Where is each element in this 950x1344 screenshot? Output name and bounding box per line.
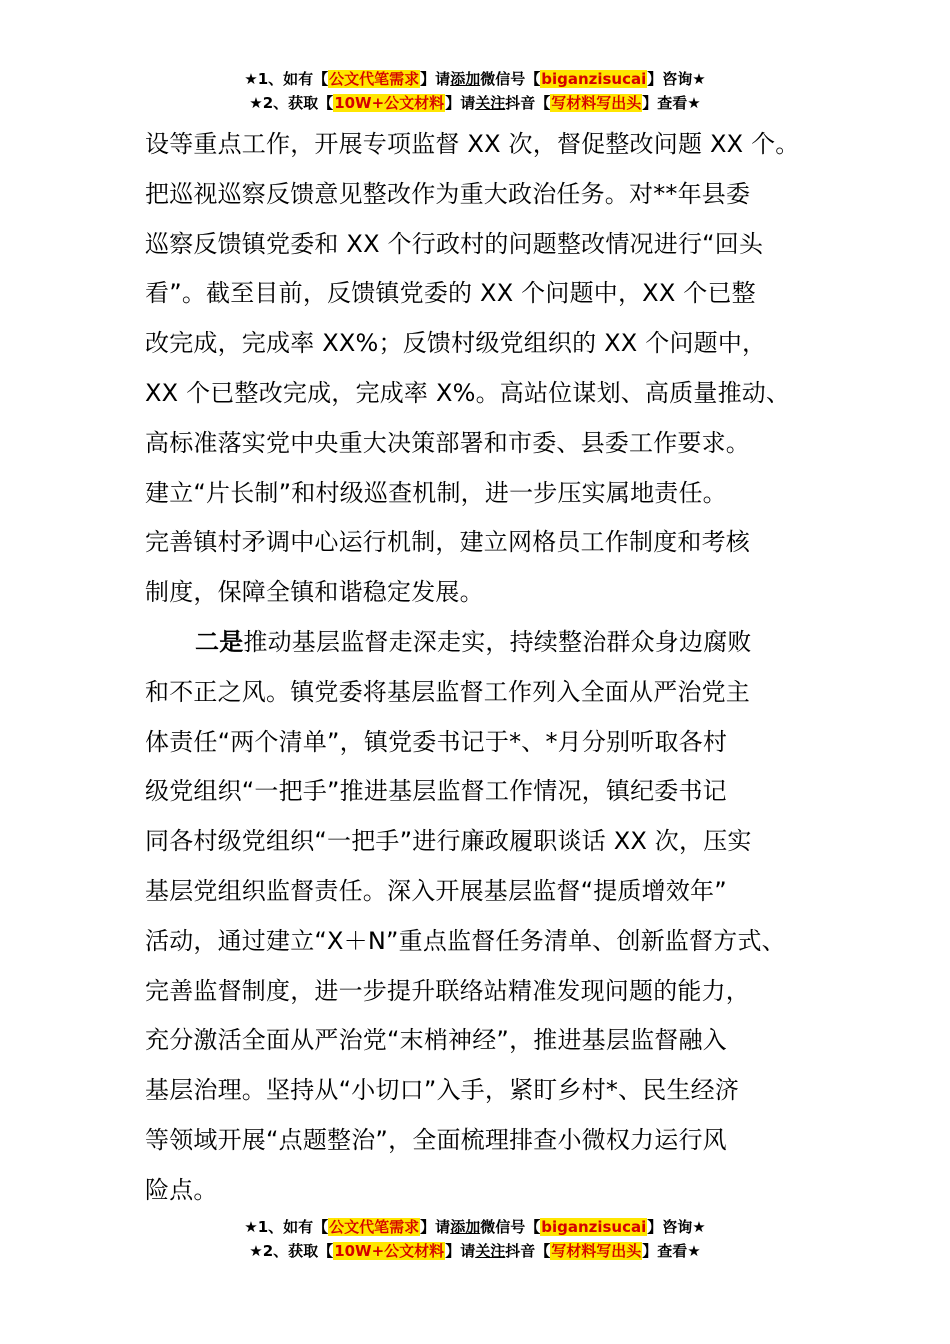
highlight-materials: 10W+公文材料 [334,94,445,112]
text-line: 建立“片长制”和村级巡查机制，进一步压实属地责任。 [145,478,727,507]
highlight-wechat-id: biganzisucai [541,1218,647,1236]
header-banner [0,68,950,116]
highlight-douyin: 写材料写出头 [551,94,642,112]
text-line: 和不正之风。镇党委将基层监督工作列入全面从严治党主 [145,677,750,706]
highlight-ghostwriting: 公文代笔需求 [329,70,420,88]
banner-line-2: ★2、获取【10W+公文材料】请关注抖音【写材料写出头】查看★ [249,1242,701,1260]
text-line: 制度，保障全镇和谐稳定发展。 [145,578,484,607]
text-line: 高标准落实党中央重大决策部署和市委、县委工作要求。 [145,428,750,457]
text-line: 体责任“两个清单”，镇党委书记于*、*月分别听取各村 [145,727,728,756]
text-line: 级党组织“一把手”推进基层监督工作情况，镇纪委书记 [145,777,727,806]
text-line: 看”。截至目前，反馈镇党委的 XX 个问题中，XX 个已整 [145,279,756,308]
text-line: XX 个已整改完成，完成率 X%。高站位谋划、高质量推动、 [145,378,791,407]
highlight-materials: 10W+公文材料 [334,1242,445,1260]
text-line: 同各村级党组织“一把手”进行廉政履职谈话 XX 次，压实 [145,827,752,856]
footer-banner [0,1216,950,1264]
banner-line-1: ★1、如有【公文代笔需求】请添加微信号【biganzisucai】咨询★ [244,70,706,88]
text-line: 改完成，完成率 XX%；反馈村级党组织的 XX 个问题中， [145,329,767,358]
text-line: 设等重点工作，开展专项监督 XX 次，督促整改问题 XX 个。 [145,130,800,158]
banner-line-2: ★2、获取【10W+公文材料】请关注抖音【写材料写出头】查看★ [249,94,701,112]
highlight-wechat-id: biganzisucai [541,70,647,88]
text-line: 基层党组织监督责任。深入开展基层监督“提质增效年” [145,876,727,905]
paragraph-2-first-line: 二是推动基层监督走深走实，持续整治群众身边腐败 [195,627,752,656]
text-line: 险点。 [145,1175,218,1204]
highlight-ghostwriting: 公文代笔需求 [329,1218,420,1236]
text-line: 充分激活全面从严治党“末梢神经”，推进基层监督融入 [145,1026,727,1055]
text-line: 活动，通过建立“X＋N”重点监督任务清单、创新监督方式、 [145,926,786,955]
text-line: 完善镇村矛调中心运行机制，建立网格员工作制度和考核 [145,528,750,557]
document-body [145,120,825,1216]
text-line: 巡察反馈镇党委和 XX 个行政村的问题整改情况进行“回头 [145,229,764,258]
highlight-douyin: 写材料写出头 [551,1242,642,1260]
text-line: 基层治理。坚持从“小切口”入手，紧盯乡村*、民生经济 [145,1076,740,1105]
text-line: 等领域开展“点题整治”，全面梳理排查小微权力运行风 [145,1125,727,1154]
banner-line-1: ★1、如有【公文代笔需求】请添加微信号【biganzisucai】咨询★ [244,1218,706,1236]
text-line: 完善监督制度，进一步提升联络站精准发现问题的能力， [145,976,750,1005]
paragraph-2-lead: 二是 [195,627,244,656]
text-line: 把巡视巡察反馈意见整改作为重大政治任务。对**年县委 [145,179,751,208]
